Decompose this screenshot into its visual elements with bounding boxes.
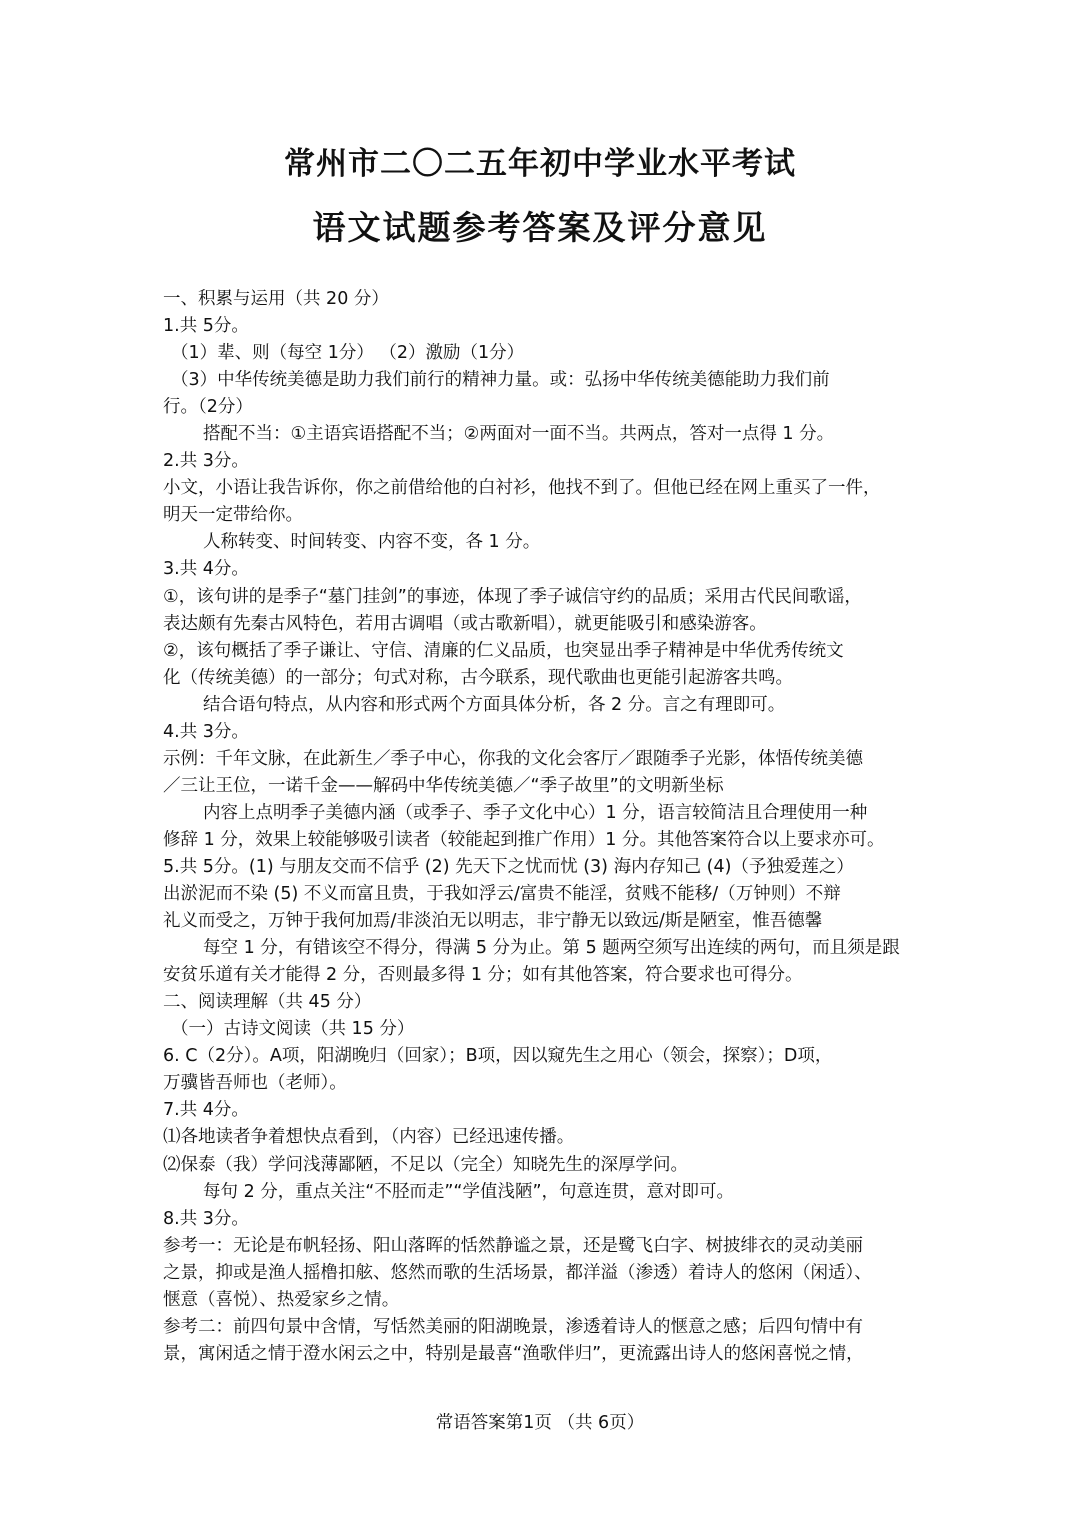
text-line: ／三让王位，一诺千金——解码中华传统美德／“季子故里”的文明新坐标 (163, 775, 724, 796)
text-line: 5.共 5分。(1) 与朋友交而不信乎 (2) 先天下之忧而忧 (3) 海内存知己 (4)（予独爱莲之） (163, 856, 854, 877)
text-line: 景，寓闲适之情于澄水闲云之中，特别是最喜“渔歌伴归”，更流露出诗人的悠闲喜悦之情， (163, 1343, 864, 1364)
text-line: 行。（2分） (163, 397, 253, 418)
text-line: 8.共 3分。 (163, 1208, 249, 1229)
text-line: 3.共 4分。 (163, 559, 249, 580)
text-line: 二、阅读理解（共 45 分） (163, 992, 372, 1013)
text-line: 明天一定带给你。 (163, 505, 303, 526)
page-footer: 常语答案第1页 （共 6页） (435, 1413, 645, 1433)
text-line: 搭配不当：①主语宾语搭配不当；②两面对一面不当。共两点，答对一点得 1 分。 (203, 424, 835, 445)
text-line: 出淤泥而不染 (5) 不义而富且贵，于我如浮云/富贵不能淫，贫贱不能移/（万钟则）不辩 (163, 884, 841, 905)
text-line: 万骥皆吾师也（老师）。 (163, 1073, 347, 1094)
text-line: 每句 2 分，重点关注“不胫而走”“学值浅陋”，句意连贯，意对即可。 (203, 1181, 735, 1202)
text-line: 7.共 4分。 (163, 1100, 249, 1121)
text-line: 一、积累与运用（共 20 分） (163, 289, 389, 309)
text-line: 2.共 3分。 (163, 451, 249, 472)
text-line: （3）中华传统美德是助力我们前行的精神力量。或：弘扬中华传统美德能助力我们前 (171, 370, 830, 391)
text-line: 1.共 5分。 (163, 316, 249, 337)
document-title: 常州市二〇二五年初中学业水平考试 (284, 146, 796, 182)
text-line: （1）辈、则（每空 1分） （2）激励（1分） (171, 343, 525, 364)
text-line: 之景，抑或是渔人摇橹扣舷、悠然而歌的生活场景，都洋溢（渗透）着诗人的悠闲（闲适）、 (163, 1262, 872, 1283)
text-line: 人称转变、时间转变、内容不变，各 1 分。 (203, 532, 541, 553)
text-line: 安贫乐道有关才能得 2 分，否则最多得 1 分；如有其他答案，符合要求也可得分。 (163, 965, 803, 986)
text-line: 6. C（2分）。A项，阳湖晚归（回家）；B项，因以窥先生之用心（领会，探察）；D项， (163, 1046, 833, 1067)
text-line: （一）古诗文阅读（共 15 分） (171, 1019, 415, 1040)
answer-body (163, 286, 923, 1368)
document-subtitle: 语文试题参考答案及评分意见 (312, 208, 768, 247)
text-line: ⑴各地读者争着想快点看到，（内容）已经迅速传播。 (163, 1127, 575, 1148)
text-line: 化（传统美德）的一部分；句式对称，古今联系，现代歌曲也更能引起游客共鸣。 (163, 667, 793, 688)
text-line: 每空 1 分，有错该空不得分，得满 5 分为止。第 5 题两空须写出连续的两句，而且须是跟 (203, 938, 900, 959)
text-line: 结合语句特点，从内容和形式两个方面具体分析，各 2 分。言之有理即可。 (203, 694, 786, 715)
text-line: 4.共 3分。 (163, 721, 249, 742)
text-line: 修辞 1 分，效果上较能够吸引读者（较能起到推广作用）1 分。其他答案符合以上要求亦可。 (163, 829, 885, 850)
text-line: 惬意（喜悦）、热爱家乡之情。 (163, 1289, 400, 1310)
text-line: 参考一：无论是布帆轻扬、阳山落晖的恬然静谧之景，还是鹭飞白字、树披绯衣的灵动美丽 (163, 1235, 863, 1256)
text-line: 内容上点明季子美德内涵（或季子、季子文化中心）1 分，语言较简洁且合理使用一种 (203, 802, 868, 823)
text-line: 示例：千年文脉，在此新生／季子中心，你我的文化会客厅／跟随季子光影，体悟传统美德 (163, 748, 863, 769)
text-line: 参考二：前四句景中含情，写恬然美丽的阳湖晚景，渗透着诗人的惬意之感；后四句情中有 (163, 1316, 863, 1337)
text-line: ⑵保泰（我）学问浅薄鄙陋，不足以（完全）知晓先生的深厚学问。 (163, 1154, 688, 1175)
text-line: 小文，小语让我告诉你，你之前借给他的白衬衫，他找不到了。但他已经在网上重买了一件， (163, 478, 881, 499)
text-line: 礼义而受之，万钟于我何加焉/非淡泊无以明志，非宁静无以致远/斯是陋室，惟吾德馨 (163, 911, 823, 932)
text-line: ①，该句讲的是季子“墓门挂剑”的事迹，体现了季子诚信守约的品质；采用古代民间歌谣， (163, 586, 862, 607)
text-line: ②，该句概括了季子谦让、守信、清廉的仁义品质，也突显出季子精神是中华优秀传统文 (163, 640, 844, 661)
text-line: 表达颇有先秦古风特色，若用古调唱（或古歌新唱），就更能吸引和感染游客。 (163, 613, 767, 634)
